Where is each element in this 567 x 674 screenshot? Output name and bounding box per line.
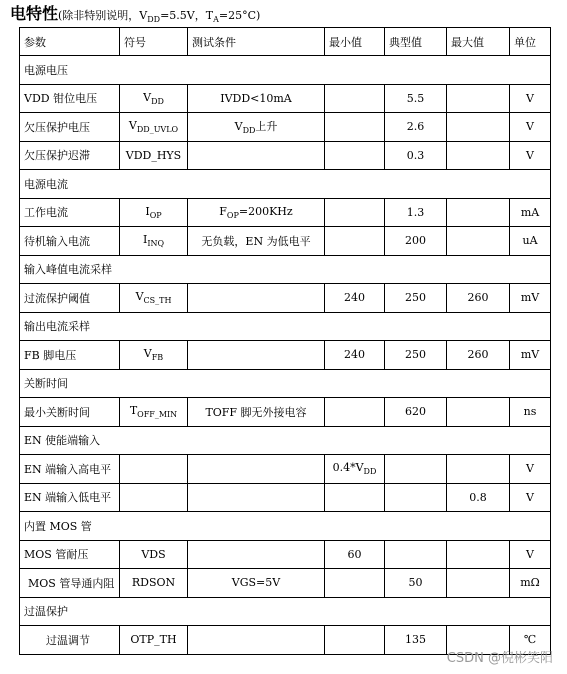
typ-cell: 1.3 — [385, 198, 447, 227]
symbol-cell: RDSON — [120, 569, 188, 598]
condition-cell: IVDD<10mA — [188, 84, 325, 113]
unit-cell: V — [510, 455, 551, 484]
electrical-characteristics-table — [19, 27, 551, 655]
condition-cell: VGS=5V — [188, 569, 325, 598]
unit-cell: mV — [510, 284, 551, 313]
symbol-cell — [120, 455, 188, 484]
header-cell: 符号 — [120, 28, 188, 56]
typ-cell: 135 — [385, 626, 447, 655]
unit-cell: ℃ — [510, 626, 551, 655]
min-cell — [325, 227, 385, 256]
symbol-cell: VDD_HYS — [120, 141, 188, 170]
param-cell: 过流保护阈值 — [20, 284, 120, 313]
unit-cell: V — [510, 141, 551, 170]
section-label: 电源电流 — [20, 170, 551, 199]
condition-cell — [188, 284, 325, 313]
max-cell — [447, 198, 510, 227]
param-cell: MOS 管导通内阻 — [20, 569, 120, 598]
csdn-watermark: CSDN @倪彬笑阳 — [446, 651, 553, 666]
param-cell: 工作电流 — [20, 198, 120, 227]
table-row — [20, 198, 551, 227]
section-label: 输出电流采样 — [20, 312, 551, 341]
section-label: 关断时间 — [20, 369, 551, 398]
max-cell — [447, 540, 510, 569]
typ-cell: 50 — [385, 569, 447, 598]
max-cell — [447, 84, 510, 113]
unit-cell: V — [510, 540, 551, 569]
symbol-cell: $I_{OP}$ — [120, 198, 188, 227]
max-cell: 260 — [447, 341, 510, 370]
section-label: 输入峰值电流采样 — [20, 255, 551, 284]
unit-cell: mΩ — [510, 569, 551, 598]
table-row — [20, 141, 551, 170]
heading-title: 电特性 — [10, 4, 59, 23]
section-label: 电源电压 — [20, 56, 551, 85]
symbol-cell: $V_{FB}$ — [120, 341, 188, 370]
header-cell: 测试条件 — [188, 28, 325, 56]
unit-cell: ns — [510, 398, 551, 427]
symbol-cell: $V_{DD}$ — [120, 84, 188, 113]
param-cell: FB 脚电压 — [20, 341, 120, 370]
table-row — [20, 113, 551, 142]
typ-cell: 200 — [385, 227, 447, 256]
section-label: 内置 MOS 管 — [20, 512, 551, 541]
min-cell — [325, 626, 385, 655]
typ-cell — [385, 455, 447, 484]
max-cell: 0.8 — [447, 483, 510, 512]
table-row — [20, 540, 551, 569]
header-cell: 单位 — [510, 28, 551, 56]
section-row — [20, 512, 551, 541]
unit-cell: mA — [510, 198, 551, 227]
condition-cell — [188, 483, 325, 512]
condition-cell — [188, 341, 325, 370]
table-row — [20, 398, 551, 427]
param-cell: VDD 钳位电压 — [20, 84, 120, 113]
typ-cell — [385, 483, 447, 512]
table-row — [20, 483, 551, 512]
section-label: EN 使能端输入 — [20, 426, 551, 455]
param-cell: 待机输入电流 — [20, 227, 120, 256]
param-cell: 过温调节 — [20, 626, 120, 655]
unit-cell: V — [510, 113, 551, 142]
condition-cell — [188, 455, 325, 484]
max-cell — [447, 398, 510, 427]
param-cell: 最小关断时间 — [20, 398, 120, 427]
typ-cell — [385, 540, 447, 569]
typ-cell: 620 — [385, 398, 447, 427]
param-cell: 欠压保护电压 — [20, 113, 120, 142]
condition-cell — [188, 540, 325, 569]
min-cell: 60 — [325, 540, 385, 569]
symbol-cell — [120, 483, 188, 512]
max-cell — [447, 227, 510, 256]
table-row — [20, 227, 551, 256]
condition-cell: TOFF 脚无外接电容 — [188, 398, 325, 427]
header-row — [20, 28, 551, 56]
header-cell: 参数 — [20, 28, 120, 56]
section-label: 过温保护 — [20, 597, 551, 626]
symbol-cell: $I_{INQ}$ — [120, 227, 188, 256]
unit-cell: uA — [510, 227, 551, 256]
section-row — [20, 56, 551, 85]
typ-cell: 250 — [385, 284, 447, 313]
table-row — [20, 569, 551, 598]
section-row — [20, 255, 551, 284]
typ-cell: 2.6 — [385, 113, 447, 142]
param-cell: EN 端输入低电平 — [20, 483, 120, 512]
condition-cell: 无负载，EN 为低电平 — [188, 227, 325, 256]
typ-cell: 250 — [385, 341, 447, 370]
min-cell — [325, 569, 385, 598]
section-row — [20, 170, 551, 199]
symbol-cell: $V_{CS\_TH}$ — [120, 284, 188, 313]
unit-cell: V — [510, 84, 551, 113]
table-row — [20, 455, 551, 484]
table-row — [20, 84, 551, 113]
typ-cell: 5.5 — [385, 84, 447, 113]
param-cell: EN 端输入高电平 — [20, 455, 120, 484]
min-cell: 240 — [325, 284, 385, 313]
max-cell: 260 — [447, 284, 510, 313]
condition-cell: $V_{DD}$上升 — [188, 113, 325, 142]
min-cell — [325, 113, 385, 142]
max-cell — [447, 569, 510, 598]
section-row — [20, 597, 551, 626]
table-row — [20, 341, 551, 370]
min-cell — [325, 141, 385, 170]
min-cell — [325, 398, 385, 427]
section-row — [20, 369, 551, 398]
section-row — [20, 426, 551, 455]
param-cell: 欠压保护迟滞 — [20, 141, 120, 170]
max-cell — [447, 113, 510, 142]
header-cell: 典型值 — [385, 28, 447, 56]
symbol-cell: OTP_TH — [120, 626, 188, 655]
heading-conditions: (除非特别说明，$V_{DD}=5.5V$，$T_A=25^\circ C$) — [58, 9, 261, 25]
min-cell: $0.4*V_{DD}$ — [325, 455, 385, 484]
unit-cell: V — [510, 483, 551, 512]
section-row — [20, 312, 551, 341]
min-cell — [325, 483, 385, 512]
min-cell — [325, 198, 385, 227]
min-cell — [325, 84, 385, 113]
condition-cell — [188, 141, 325, 170]
max-cell — [447, 141, 510, 170]
header-cell: 最小值 — [325, 28, 385, 56]
table-row — [20, 284, 551, 313]
header-cell: 最大值 — [447, 28, 510, 56]
param-cell: MOS 管耐压 — [20, 540, 120, 569]
unit-cell: mV — [510, 341, 551, 370]
typ-cell: 0.3 — [385, 141, 447, 170]
symbol-cell: $T_{OFF\_MIN}$ — [120, 398, 188, 427]
symbol-cell: VDS — [120, 540, 188, 569]
condition-cell: $F_{OP}=200KHz$ — [188, 198, 325, 227]
max-cell — [447, 455, 510, 484]
section-heading — [10, 1, 260, 24]
symbol-cell: $V_{DD\_UVLO}$ — [120, 113, 188, 142]
condition-cell — [188, 626, 325, 655]
min-cell: 240 — [325, 341, 385, 370]
